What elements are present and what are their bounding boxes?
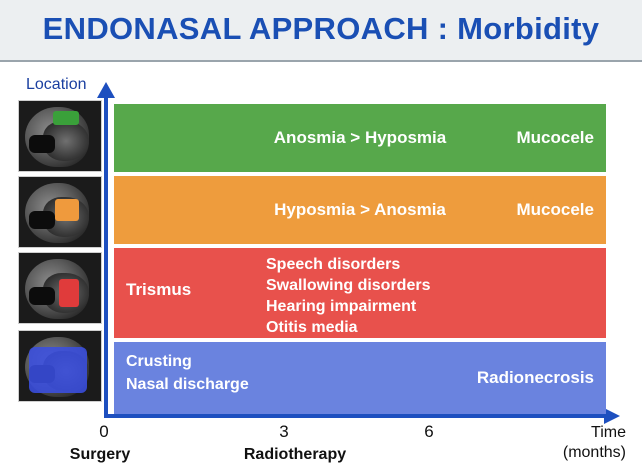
x-tick-3: 3 — [279, 422, 289, 441]
y-axis-line — [104, 96, 108, 418]
green-roi-marker — [53, 111, 79, 125]
red-roi-marker — [59, 279, 79, 307]
band-red-left-text: Trismus — [126, 280, 192, 299]
ct-cavity — [29, 287, 55, 305]
ct-cavity — [29, 135, 55, 153]
band-blue — [114, 342, 606, 414]
band-red-item-list — [266, 254, 430, 338]
page-title: ENDONASAL APPROACH : Morbidity — [42, 11, 600, 46]
ct-cavity — [29, 211, 55, 229]
list-item: Otitis media — [266, 319, 358, 336]
x-axis-line — [104, 414, 606, 418]
x-axis-unit: (months) — [562, 444, 626, 461]
ct-thumbnail-blue — [18, 330, 102, 402]
title-banner — [0, 0, 642, 62]
band-orange — [114, 176, 606, 244]
list-item: Hearing impairment — [266, 298, 417, 315]
band-orange-center-text: Hyposmia > Anosmia — [274, 200, 446, 219]
x-tick-0: 0 — [99, 422, 109, 441]
ct-thumbnail-orange — [18, 176, 102, 248]
ct-thumbnail-red — [18, 252, 102, 324]
band-blue-right-text: Radionecrosis — [476, 368, 594, 387]
blue-roi-marker — [29, 347, 87, 393]
ct-thumbnail-green — [18, 100, 102, 172]
band-red — [114, 248, 606, 338]
x-caption-surgery: Surgery — [69, 446, 131, 463]
band-green-center-text: Anosmia > Hyposmia — [273, 128, 447, 147]
band-green-right-text: Mucocele — [516, 128, 594, 147]
y-axis-label: Location — [26, 76, 87, 93]
list-item: Swallowing disorders — [266, 277, 431, 294]
x-axis-title: Time — [591, 424, 626, 441]
band-blue-item-list — [126, 350, 249, 396]
x-axis-arrow-icon — [604, 408, 620, 424]
orange-roi-marker — [55, 199, 79, 221]
band-orange-right-text: Mucocele — [516, 200, 594, 219]
x-caption-radiotherapy: Radiotherapy — [243, 446, 347, 463]
list-item: Crusting — [126, 353, 192, 370]
band-green — [114, 104, 606, 172]
list-item: Nasal discharge — [126, 376, 249, 393]
list-item: Speech disorders — [266, 256, 401, 273]
x-tick-6: 6 — [424, 422, 434, 441]
